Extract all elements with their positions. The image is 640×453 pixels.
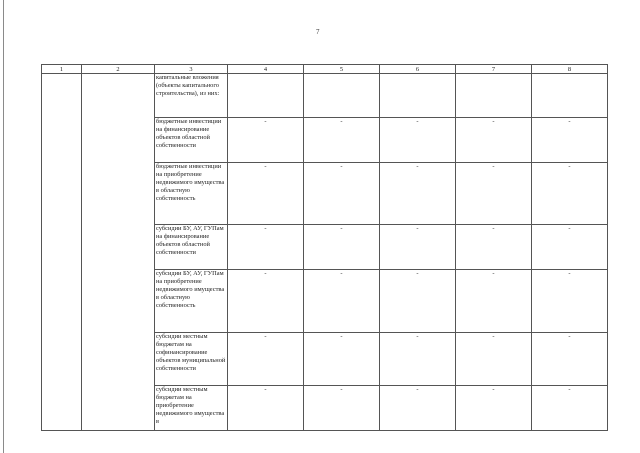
value-cell: - bbox=[532, 163, 608, 225]
table-row bbox=[42, 74, 608, 118]
value-cell: - bbox=[532, 386, 608, 431]
value-cell: - bbox=[532, 270, 608, 333]
column-2-merged-cell bbox=[82, 74, 155, 431]
value-cell: - bbox=[456, 270, 532, 333]
value-cell: - bbox=[532, 333, 608, 386]
row-label: субсидии БУ, АУ, ГУПам на приобретение недвижимого имущества в областную собственность bbox=[155, 270, 228, 333]
column-header-1: 1 bbox=[42, 65, 82, 74]
value-cell: - bbox=[304, 118, 380, 163]
value-cell: - bbox=[228, 270, 304, 333]
value-cell: - bbox=[456, 163, 532, 225]
column-header-7: 7 bbox=[456, 65, 532, 74]
value-cell: - bbox=[228, 333, 304, 386]
row-label: капитальные вложения (объекты капитального строительства), из них: bbox=[155, 74, 228, 118]
value-cell: - bbox=[456, 225, 532, 270]
value-cell bbox=[456, 74, 532, 118]
value-cell: - bbox=[456, 386, 532, 431]
value-cell: - bbox=[228, 163, 304, 225]
column-header-5: 5 bbox=[304, 65, 380, 74]
value-cell: - bbox=[304, 333, 380, 386]
value-cell: - bbox=[380, 163, 456, 225]
page-number: 7 bbox=[316, 28, 320, 36]
value-cell: - bbox=[532, 225, 608, 270]
value-cell: - bbox=[532, 118, 608, 163]
column-header-4: 4 bbox=[228, 65, 304, 74]
column-1-merged-cell bbox=[42, 74, 82, 431]
column-header-2: 2 bbox=[82, 65, 155, 74]
value-cell: - bbox=[228, 386, 304, 431]
row-label: бюджетные инвестиции на финансирование объектов областной собственности bbox=[155, 118, 228, 163]
column-header-8: 8 bbox=[532, 65, 608, 74]
value-cell bbox=[380, 74, 456, 118]
value-cell: - bbox=[380, 270, 456, 333]
column-header-3: 3 bbox=[155, 65, 228, 74]
value-cell: - bbox=[304, 386, 380, 431]
value-cell: - bbox=[228, 225, 304, 270]
budget-table bbox=[41, 64, 608, 431]
value-cell: - bbox=[304, 270, 380, 333]
row-label: бюджетные инвестиции на приобретение недвижимого имущества в областную собственность bbox=[155, 163, 228, 225]
value-cell: - bbox=[456, 333, 532, 386]
page-edge-line bbox=[3, 0, 4, 453]
value-cell: - bbox=[380, 386, 456, 431]
value-cell: - bbox=[456, 118, 532, 163]
value-cell: - bbox=[380, 118, 456, 163]
value-cell: - bbox=[380, 333, 456, 386]
value-cell bbox=[228, 74, 304, 118]
value-cell bbox=[304, 74, 380, 118]
column-header-6: 6 bbox=[380, 65, 456, 74]
row-label: субсидии местным бюджетам на приобретение недвижимого имущества в bbox=[155, 386, 228, 431]
value-cell bbox=[532, 74, 608, 118]
value-cell: - bbox=[228, 118, 304, 163]
column-number-header-row bbox=[42, 65, 608, 74]
value-cell: - bbox=[304, 163, 380, 225]
row-label: субсидии БУ, АУ, ГУПам на финансирование объектов областной собственности bbox=[155, 225, 228, 270]
value-cell: - bbox=[304, 225, 380, 270]
row-label: субсидии местным бюджетам на софинансирование объектов муниципальной собственности bbox=[155, 333, 228, 386]
value-cell: - bbox=[380, 225, 456, 270]
